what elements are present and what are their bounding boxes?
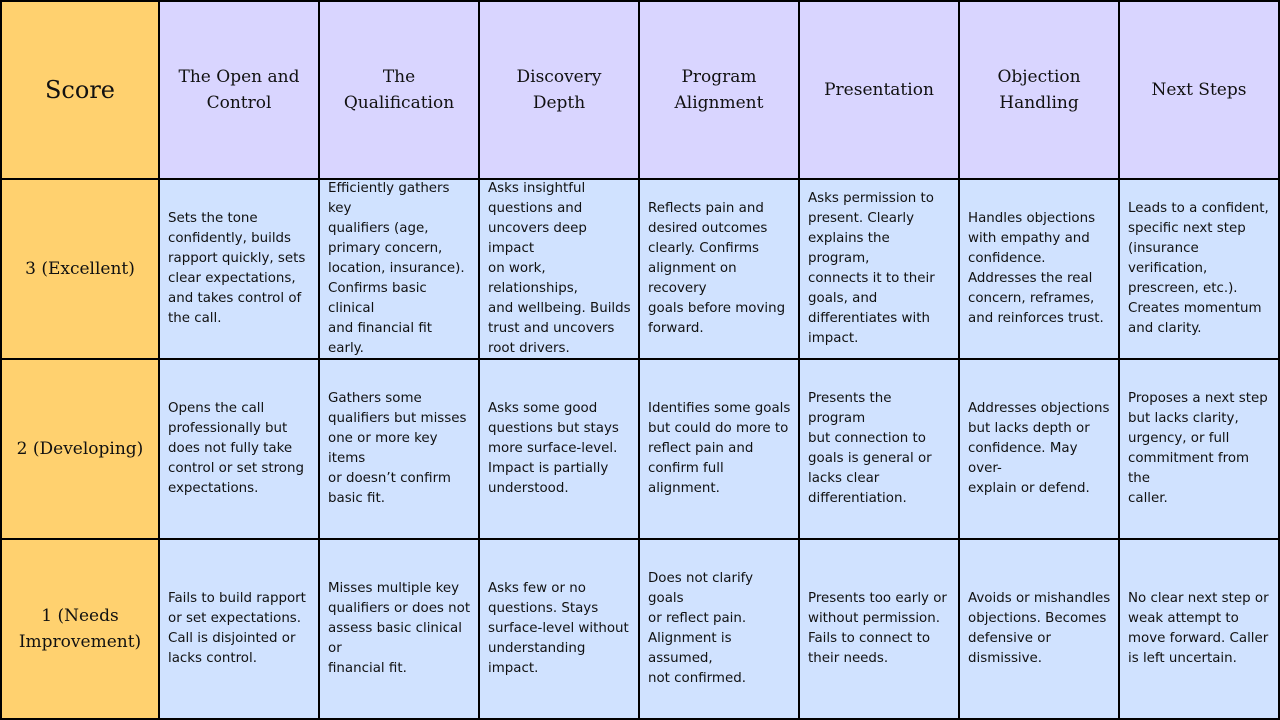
rubric-cell (960, 360, 1120, 540)
rubric-cell (320, 180, 480, 360)
score-level-needs-improvement (0, 540, 160, 720)
cell-text: Does not clarify goals or reflect pain. Alignment is assumed, not confirmed. (648, 571, 754, 686)
rubric-cell (800, 540, 960, 720)
score-header-cell (0, 0, 160, 180)
category-label: Objection Handling (997, 67, 1081, 113)
rubric-cell (480, 540, 640, 720)
rubric-cell (800, 180, 960, 360)
category-header-discovery-depth (480, 0, 640, 180)
cell-text: Proposes a next step but lacks clarity, urgency, or full commitment from the caller. (1128, 391, 1268, 506)
cell-text: Avoids or mishandles objections. Becomes defensive or dismissive. (968, 591, 1111, 666)
score-header: Score (44, 76, 115, 104)
cell-text: Asks insightful questions and uncovers deep impact on work, relationships, and wellbeing. Builds trust and uncovers root drivers. (488, 181, 631, 356)
rubric-cell (320, 540, 480, 720)
category-header-program-alignment (640, 0, 800, 180)
rubric-cell (960, 180, 1120, 360)
score-label: 3 (Excellent) (25, 259, 135, 279)
category-label: Discovery Depth (516, 67, 602, 113)
cell-text: Addresses objections but lacks depth or confidence. May over- explain or defend. (968, 401, 1110, 496)
rubric-cell (800, 360, 960, 540)
rubric-cell (160, 180, 320, 360)
category-header-presentation (800, 0, 960, 180)
cell-text: Asks some good questions but stays more surface-level. Impact is partially understood. (488, 401, 619, 496)
category-label: Next Steps (1151, 80, 1247, 100)
cell-text: Reflects pain and desired outcomes clearly. Confirms alignment on recovery goals before moving forward. (648, 201, 786, 336)
rubric-cell (640, 360, 800, 540)
category-header-objection-handling (960, 0, 1120, 180)
rubric-cell (320, 360, 480, 540)
cell-text: Asks permission to present. Clearly explains the program, connects it to their goals, and differentiates with impact. (808, 191, 935, 346)
cell-text: No clear next step or weak attempt to move forward. Caller is left uncertain. (1128, 591, 1269, 666)
rubric-cell (480, 180, 640, 360)
rubric-cell (480, 360, 640, 540)
category-label: The Open and Control (178, 67, 300, 113)
cell-text: Fails to build rapport or set expectations. Call is disjointed or lacks control. (168, 591, 306, 666)
category-header-open-control (160, 0, 320, 180)
score-level-developing (0, 360, 160, 540)
category-header-next-steps (1120, 0, 1280, 180)
cell-text: Gathers some qualifiers but misses one or more key items or doesn’t confirm basic fit. (328, 391, 467, 506)
cell-text: Asks few or no questions. Stays surface-level without understanding impact. (488, 581, 629, 676)
rubric-cell (1120, 540, 1280, 720)
cell-text: Opens the call professionally but does not fully take control or set strong expectations. (168, 401, 304, 496)
cell-text: Handles objections with empathy and confidence. Addresses the real concern, reframes, and reinforces trust. (968, 211, 1104, 326)
rubric-cell (1120, 360, 1280, 540)
score-level-excellent (0, 180, 160, 360)
cell-text: Identifies some goals but could do more to reflect pain and confirm full alignment. (648, 401, 791, 496)
cell-text: Presents the program but connection to goals is general or lacks clear differentiation. (808, 391, 932, 506)
category-label: The Qualification (343, 67, 455, 113)
rubric-cell (960, 540, 1120, 720)
category-header-qualification (320, 0, 480, 180)
cell-text: Misses multiple key qualifiers or does not assess basic clinical or financial fit. (328, 581, 471, 676)
score-label: 1 (Needs Improvement) (18, 606, 142, 652)
rubric-cell (160, 540, 320, 720)
rubric-cell (1120, 180, 1280, 360)
rubric-cell (640, 180, 800, 360)
cell-text: Presents too early or without permission. Fails to connect to their needs. (808, 591, 947, 666)
category-label: Program Alignment (674, 67, 764, 113)
cell-text: Efficiently gathers key qualifiers (age, primary concern, location, insurance). Confirms basic clinical and financial fit early. (328, 181, 465, 356)
score-label: 2 (Developing) (16, 439, 144, 459)
rubric-cell (160, 360, 320, 540)
category-label: Presentation (824, 80, 934, 100)
rubric-cell (640, 540, 800, 720)
cell-text: Sets the tone confidently, builds rapport quickly, sets clear expectations, and takes control of the call. (168, 211, 306, 326)
cell-text: Leads to a confident, specific next step (insurance verification, prescreen, etc.). Creates momentum and clarity. (1128, 201, 1269, 336)
